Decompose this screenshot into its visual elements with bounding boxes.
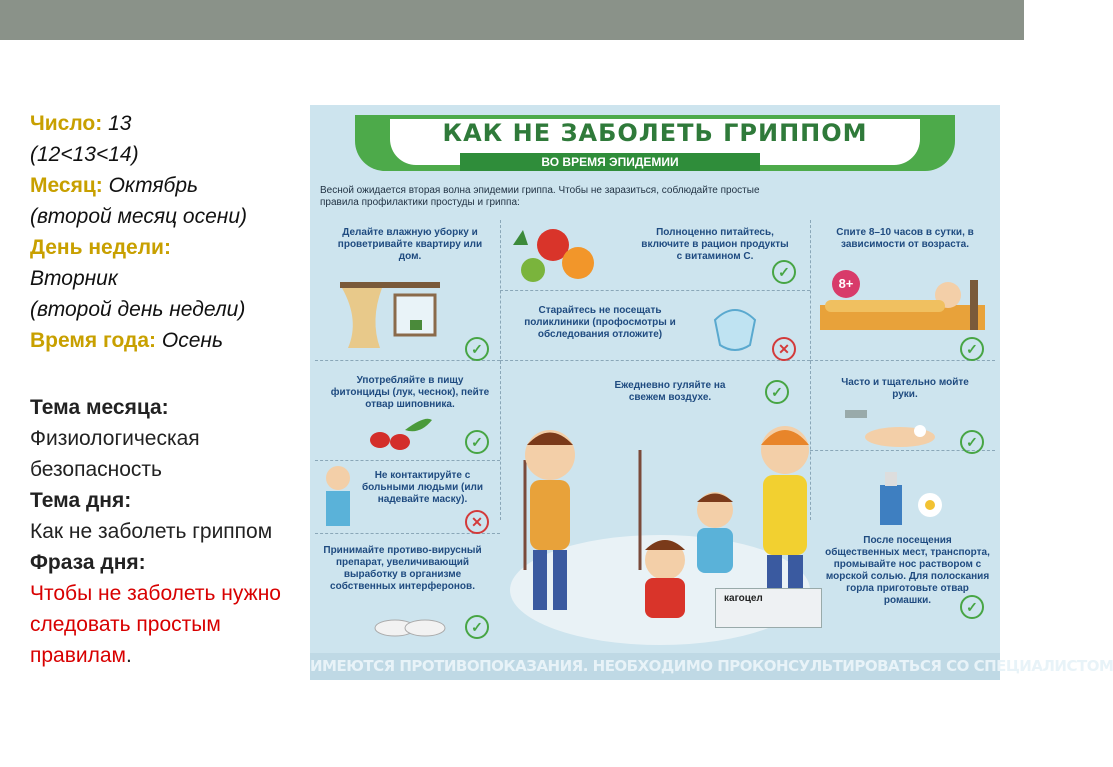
weekday-note: (второй день недели) [30,298,246,321]
number-line [30,108,330,139]
season-label: Время года: [30,329,157,352]
sleeping-child-illustration [820,280,990,335]
tip-hands: Часто и тщательно мойте руки. [841,377,969,400]
pills-illustration [370,610,450,640]
tip-walk: Ежедневно гуляйте на свежем воздухе. [614,380,726,403]
poster-intro: Весной ожидается вторая волна эпидемии гриппа. Чтобы не заразиться, соблюдайте простые правила профилактики простуды и гриппа: [320,185,760,208]
check-icon: ✓ [465,430,489,454]
weekday-value: Вторник [30,267,118,290]
theme-month-value: Физиологическая безопасность [30,427,200,481]
cross-icon: ✕ [772,337,796,361]
tip-contact: Не контактируйте с больными людьми (или надевайте маску). [362,470,483,505]
check-icon: ✓ [765,380,789,404]
phrase-label: Фраза дня: [30,551,146,574]
poster-disclaimer: ИМЕЮТСЯ ПРОТИВОПОКАЗАНИЯ. НЕОБХОДИМО ПРОКОНСУЛЬТИРОВАТЬСЯ СО СПЕЦИАЛИСТОМ [310,653,1000,680]
mask-illustration [710,300,760,355]
tip-nose: После посещения общественных мест, транспорта, промывайте нос раствором с морской солью. Для полоскания горла приготовьте отвар ромашки. [825,535,990,606]
poster-title: КАК НЕ ЗАБОЛЕТЬ ГРИППОМ [442,119,868,147]
rosehip-illustration [360,410,435,455]
medicine-box: кагоцел [715,588,822,628]
month-note: (второй месяц осени) [30,205,248,228]
sick-child-illustration [318,463,358,533]
number-value: 13 [108,112,132,135]
number-label: Число: [30,112,103,135]
tip-vitamin: Полноценно питайтесь, включите в рацион продукты с витамином С. [641,227,789,262]
top-bar [0,0,1024,40]
tip-clean: Делайте влажную уборку и проветривайте квартиру или дом. [337,227,483,262]
season-line [30,325,330,356]
spray-illustration [865,470,965,530]
tip-clinic: Старайтесь не посещать поликлиники (профосмотры и обследования отложите) [524,305,676,340]
month-label: Месяц: [30,174,103,197]
check-icon: ✓ [960,430,984,454]
theme-month-label: Тема месяца: [30,396,169,419]
check-icon: ✓ [772,260,796,284]
check-icon: ✓ [465,615,489,639]
weekday-label: День недели: [30,236,171,259]
phrase-value: Чтобы не заболеть нужно следовать простым правилам. [30,582,281,667]
number-range: (12<13<14) [30,143,139,166]
check-icon: ✓ [960,595,984,619]
handwash-illustration [840,405,940,450]
vegetables-illustration [508,225,608,285]
cross-icon: ✕ [465,510,489,534]
month-line [30,170,330,201]
flu-prevention-poster [310,105,1113,680]
tip-antiviral: Принимайте противо-вирусный препарат, увеличивающий выработку в организме собственных интерферонов. [323,545,482,592]
season-value: Осень [161,329,224,352]
tip-phyto: Употребляйте в пищу фитонциды (лук, чеснок), пейте отвар шиповника. [330,375,490,410]
theme-day-label: Тема дня: [30,489,132,512]
info-panel [30,108,330,671]
month-value: Октябрь [108,174,199,197]
theme-day-value: Как не заболеть гриппом [30,520,273,543]
curtain-window-illustration [340,280,440,350]
tip-sleep: Спите 8–10 часов в сутки, в зависимости от возраста. [836,227,974,250]
poster-subtitle: ВО ВРЕМЯ ЭПИДЕМИИ [460,153,760,171]
sleep-badge: 8+ [832,270,860,298]
check-icon: ✓ [465,337,489,361]
check-icon: ✓ [960,337,984,361]
